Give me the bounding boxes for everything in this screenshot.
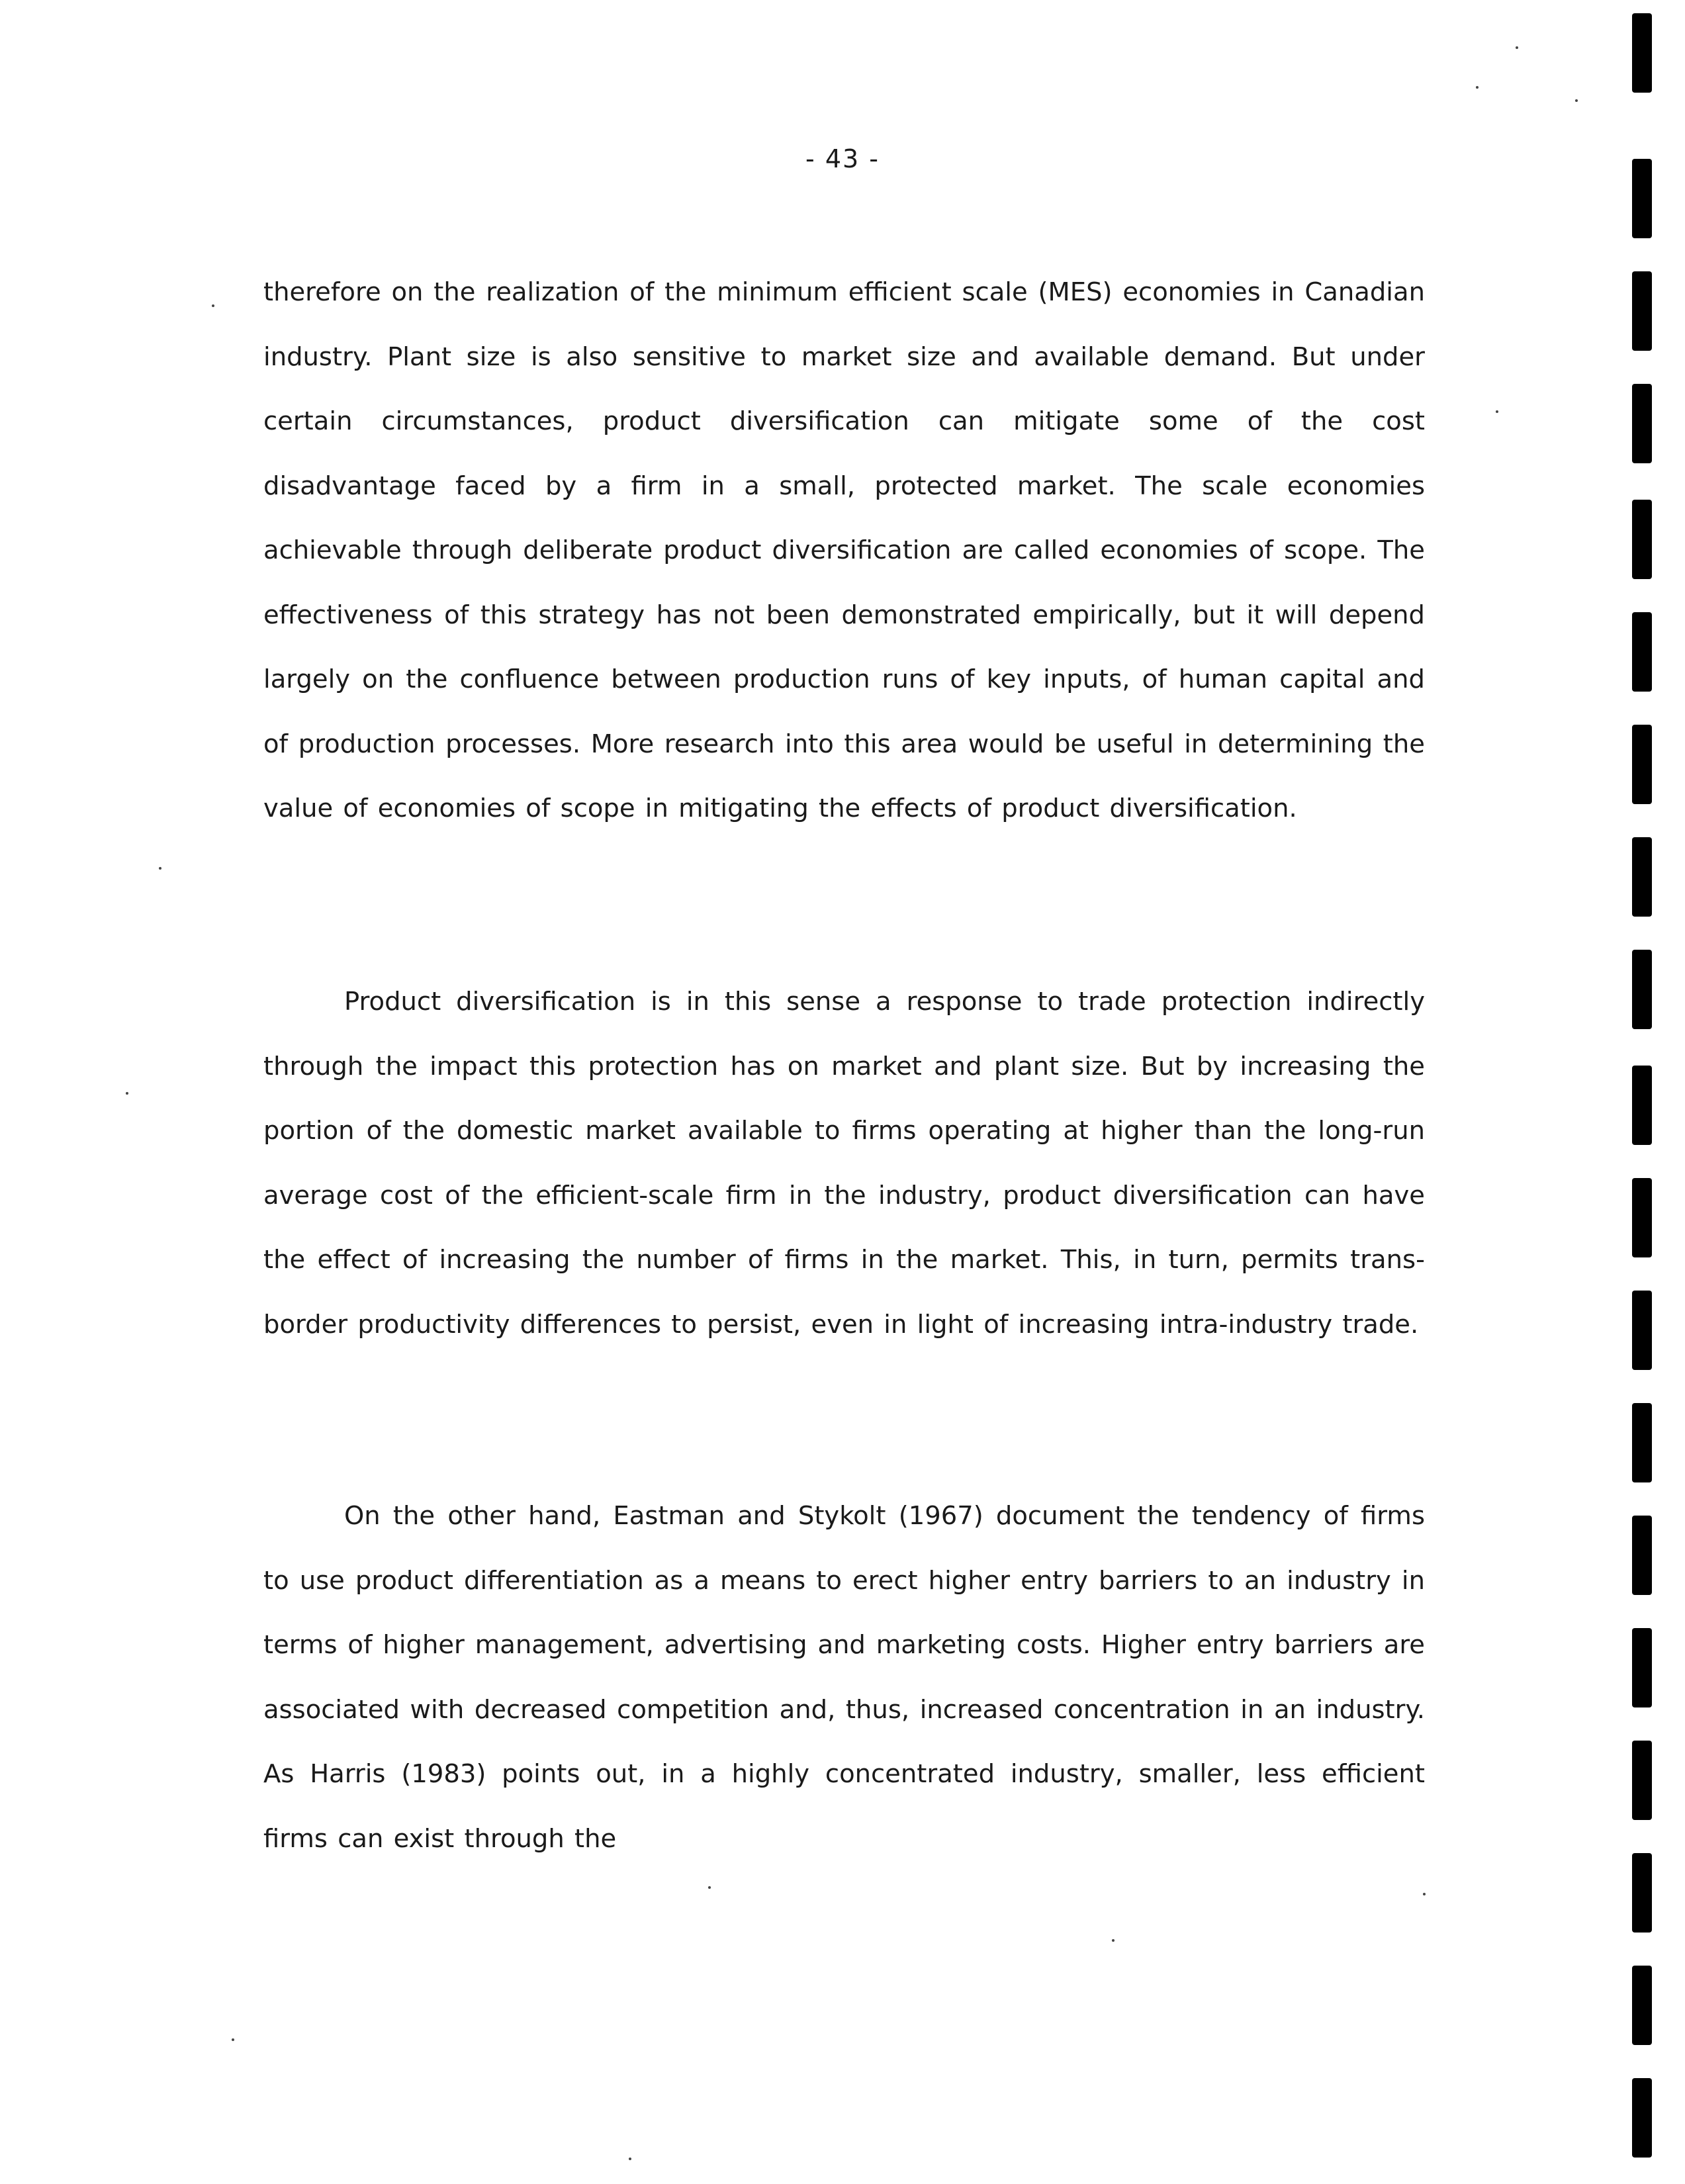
binding-mark [1632, 612, 1652, 692]
scan-speck [1476, 86, 1479, 89]
scan-speck [212, 304, 214, 307]
binding-mark [1632, 1066, 1652, 1145]
binding-mark [1632, 271, 1652, 351]
paragraph-2-text: Product diversification is in this sense a response to trade protection indirectly through the impact this protection has on market and plant size. But by increasing the portion of the domestic market available to firms operating at higher than the long-run average cost of the efficient-scale firm in the industry, product diversification can have the effect of increasing the number of firms in the market. This, in turn, permits trans-border productivity differences to persist, even in light of increasing intra-industry trade. [263, 987, 1425, 1340]
paragraph-entry-barriers [263, 1484, 1425, 1871]
binding-mark [1632, 159, 1652, 238]
page-number: - 43 - [805, 144, 880, 173]
binding-mark [1632, 837, 1652, 917]
binding-mark [1632, 725, 1652, 804]
binding-mark [1632, 1628, 1652, 1707]
binding-mark [1632, 1403, 1652, 1482]
scan-speck [1112, 1939, 1115, 1942]
binding-mark [1632, 1741, 1652, 1820]
scan-speck [1575, 99, 1578, 102]
binding-mark [1632, 950, 1652, 1029]
paragraph-1-text: therefore on the realization of the minimum efficient scale (MES) economies in Canadian industry. Plant size is also sensitive to market size and available demand. But under certain circumstances, product diversification can mitigate some of the cost disadvantage faced by a firm in a small, protected market. The scale economies achievable through deliberate product diversification are called economies of scope. The effectiveness of this strategy has not been demonstrated empirically, but it will depend largely on the confluence between production runs of key inputs, of human capital and of production processes. More research into this area would be useful in determining the value of economies of scope in mitigating the effects of product diversification. [263, 277, 1425, 823]
binding-mark [1632, 2078, 1652, 2158]
scan-speck [629, 2158, 631, 2160]
binding-mark [1632, 1966, 1652, 2045]
paragraph-product-diversification [263, 970, 1425, 1357]
binding-marks [1606, 0, 1685, 2184]
scan-speck [126, 1092, 128, 1095]
scan-speck [1423, 1893, 1426, 1895]
binding-mark [1632, 1516, 1652, 1595]
scan-speck [1496, 410, 1498, 413]
paragraph-3-text: On the other hand, Eastman and Stykolt (1967) document the tendency of firms to use product differentiation as a means to erect higher entry barriers to an industry in terms of higher management, advertising and marketing costs. Higher entry barriers are associated with decreased competition and, thus, increased concentration in an industry. As Harris (1983) points out, in a highly concentrated industry, smaller, less efficient firms can exist through the [263, 1501, 1425, 1854]
binding-mark [1632, 1178, 1652, 1257]
paragraph-continuation [263, 260, 1425, 841]
binding-mark [1632, 500, 1652, 579]
scan-speck [159, 867, 161, 870]
binding-mark [1632, 384, 1652, 463]
binding-mark [1632, 13, 1652, 93]
scan-speck [232, 2038, 234, 2041]
binding-mark [1632, 1291, 1652, 1370]
scan-speck [708, 1886, 711, 1889]
scan-speck [1516, 46, 1518, 49]
binding-mark [1632, 1853, 1652, 1933]
